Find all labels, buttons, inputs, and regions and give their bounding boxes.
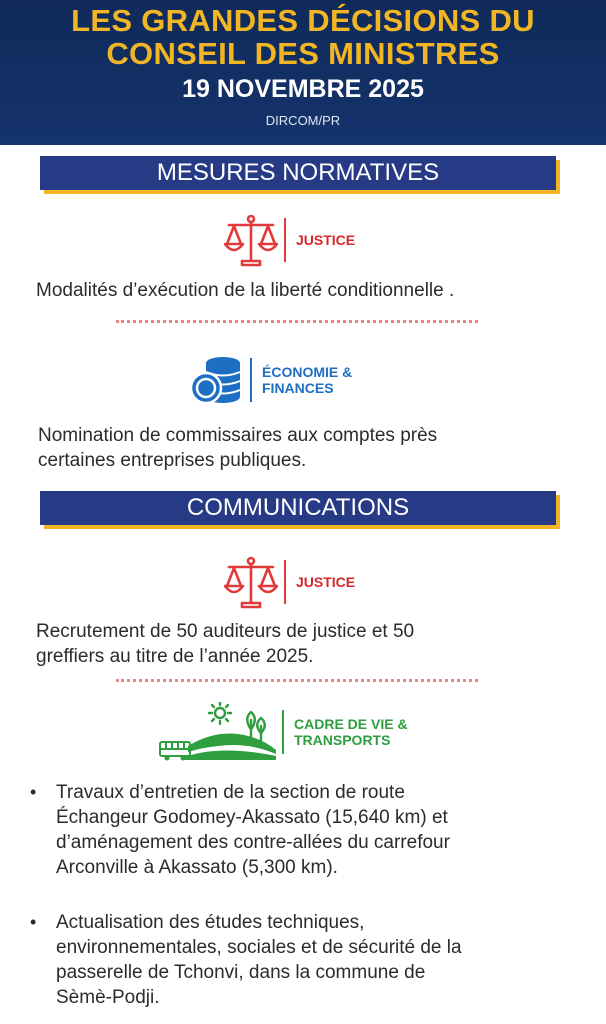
measure-text: Modalités d’exécution de la liberté conditionnelle . [36, 280, 455, 301]
bullet-line: Travaux d’entretien de la section de route [56, 782, 405, 803]
measure-text-line-1: Nomination de commissaires aux comptes près [38, 425, 438, 446]
bullet-line: Sèmè-Podji. [56, 987, 160, 1008]
date: 19 NOVEMBRE 2025 [182, 75, 424, 103]
bullet-text [56, 910, 586, 1010]
measure-text-line-2: certaines entreprises publiques. [38, 450, 307, 471]
dotted-divider [116, 320, 478, 323]
category-divider [284, 560, 286, 604]
bullet-line: d’aménagement des contre-allées du carrefour [56, 832, 450, 853]
coin-stack-icon [190, 353, 244, 407]
title-line-1: LES GRANDES DÉCISIONS DU [71, 3, 535, 38]
category-cadre-de-vie-transports [158, 702, 408, 762]
source-label: DIRCOM/PR [265, 113, 341, 128]
section-title-normatives: MESURES NORMATIVES [40, 156, 556, 190]
bullet-line: Échangeur Godomey-Akassato (15,640 km) et [56, 807, 448, 828]
section-title-communications: COMMUNICATIONS [40, 491, 556, 525]
category-economie-finances [190, 353, 352, 407]
category-label-line-2: TRANSPORTS [294, 732, 391, 748]
dotted-divider [116, 679, 478, 682]
scales-of-justice-icon [224, 554, 278, 610]
header-banner [0, 0, 606, 145]
category-label [294, 716, 408, 748]
category-label-line-1: CADRE DE VIE & [294, 716, 408, 732]
category-label-line-1: ÉCONOMIE & [262, 364, 353, 380]
bullet-text [56, 780, 586, 880]
bullet-line: environnementales, sociales et de sécurité de la [56, 937, 462, 958]
measure-text-line-1: Recrutement de 50 auditeurs de justice et 50 [36, 621, 415, 642]
category-label: JUSTICE [296, 574, 356, 590]
category-justice [224, 212, 355, 268]
bullet-line: Arconville à Akassato (5,300 km). [56, 857, 338, 878]
bullet-line: passerelle de Tchonvi, dans la commune de [56, 962, 426, 983]
bullet-line: Actualisation des études techniques, [56, 912, 365, 933]
bullet-dot: • [30, 782, 37, 802]
landscape-bus-icon [158, 702, 276, 762]
category-divider [284, 218, 286, 262]
category-label-line-2: FINANCES [262, 380, 334, 396]
category-label: JUSTICE [296, 232, 356, 248]
bullet-dot: • [30, 912, 37, 932]
category-label [262, 364, 352, 396]
page-title [0, 4, 606, 70]
category-divider [250, 358, 252, 402]
category-justice [224, 554, 355, 610]
scales-of-justice-icon [224, 212, 278, 268]
measure-text-line-2: greffiers au titre de l’année 2025. [36, 646, 314, 667]
measure-text [38, 423, 437, 473]
category-divider [282, 710, 284, 754]
title-line-2: CONSEIL DES MINISTRES [106, 36, 500, 71]
measure-text [36, 619, 414, 669]
